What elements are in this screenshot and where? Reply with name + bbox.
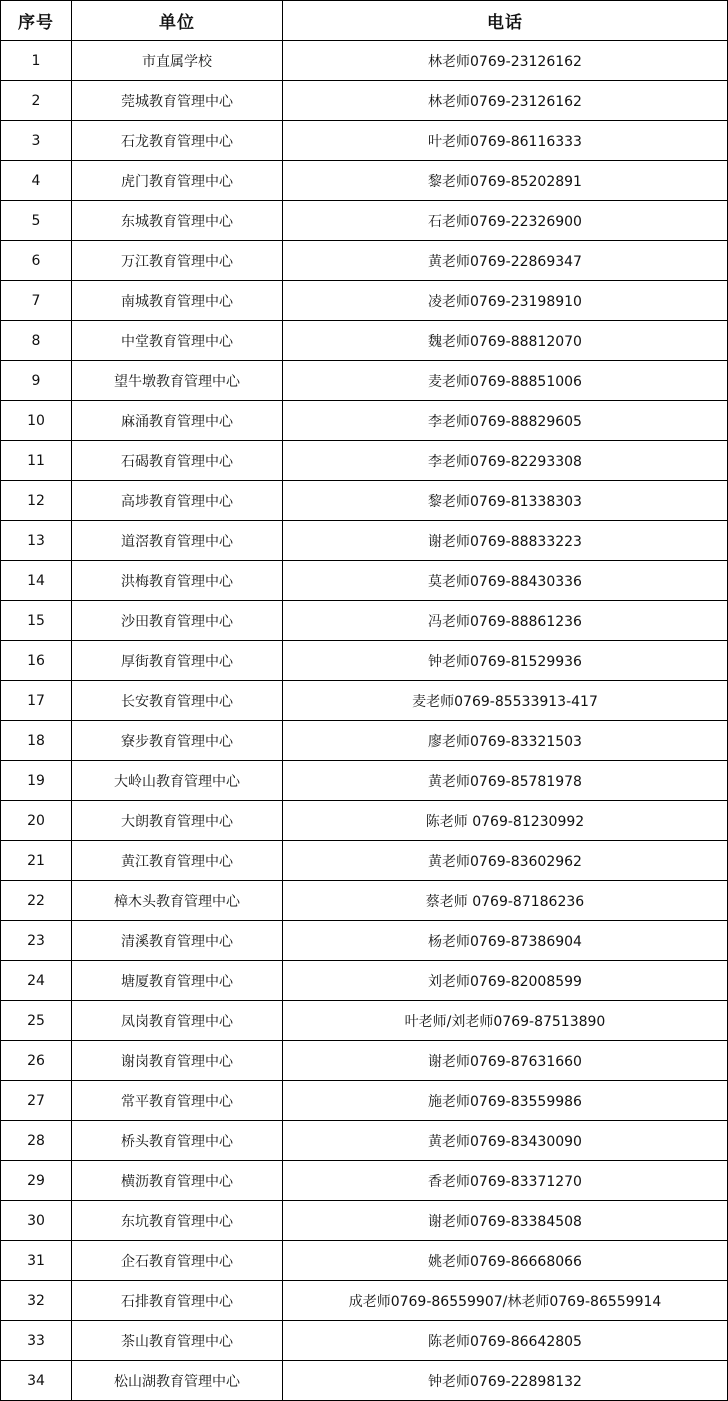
header-phone: 电话 <box>283 1 728 41</box>
table-row <box>1 481 728 521</box>
row-index-cell: 23 <box>1 921 72 961</box>
row-unit-cell: 企石教育管理中心 <box>72 1241 283 1281</box>
table-row <box>1 201 728 241</box>
row-phone-cell: 李老师0769-88829605 <box>283 401 728 441</box>
table-row <box>1 801 728 841</box>
row-phone-cell: 廖老师0769-83321503 <box>283 721 728 761</box>
row-index-cell: 30 <box>1 1201 72 1241</box>
row-unit-cell: 石龙教育管理中心 <box>72 121 283 161</box>
row-unit-cell: 塘厦教育管理中心 <box>72 961 283 1001</box>
row-phone-cell: 香老师0769-83371270 <box>283 1161 728 1201</box>
row-index-cell: 16 <box>1 641 72 681</box>
table-row <box>1 241 728 281</box>
row-index-cell: 4 <box>1 161 72 201</box>
row-phone-cell: 麦老师0769-88851006 <box>283 361 728 401</box>
row-unit-cell: 东坑教育管理中心 <box>72 1201 283 1241</box>
row-unit-cell: 洪梅教育管理中心 <box>72 561 283 601</box>
row-index-cell: 22 <box>1 881 72 921</box>
row-phone-cell: 麦老师0769-85533913-417 <box>283 681 728 721</box>
row-unit-cell: 凤岗教育管理中心 <box>72 1001 283 1041</box>
table-row <box>1 321 728 361</box>
table-row <box>1 1241 728 1281</box>
table-row <box>1 81 728 121</box>
table-row <box>1 1361 728 1401</box>
row-phone-cell: 叶老师/刘老师0769-87513890 <box>283 1001 728 1041</box>
row-phone-cell: 莫老师0769-88430336 <box>283 561 728 601</box>
row-index-cell: 32 <box>1 1281 72 1321</box>
row-index-cell: 17 <box>1 681 72 721</box>
row-index-cell: 10 <box>1 401 72 441</box>
table-row <box>1 601 728 641</box>
row-phone-cell: 黄老师0769-83602962 <box>283 841 728 881</box>
row-index-cell: 1 <box>1 41 72 81</box>
row-index-cell: 13 <box>1 521 72 561</box>
row-index-cell: 24 <box>1 961 72 1001</box>
row-unit-cell: 莞城教育管理中心 <box>72 81 283 121</box>
row-unit-cell: 大朗教育管理中心 <box>72 801 283 841</box>
row-phone-cell: 谢老师0769-83384508 <box>283 1201 728 1241</box>
table-row <box>1 681 728 721</box>
table-row <box>1 641 728 681</box>
table-row <box>1 1041 728 1081</box>
table-row <box>1 1281 728 1321</box>
row-phone-cell: 谢老师0769-88833223 <box>283 521 728 561</box>
row-index-cell: 14 <box>1 561 72 601</box>
row-unit-cell: 茶山教育管理中心 <box>72 1321 283 1361</box>
row-index-cell: 5 <box>1 201 72 241</box>
table-body <box>1 41 728 1401</box>
row-index-cell: 3 <box>1 121 72 161</box>
row-phone-cell: 黎老师0769-85202891 <box>283 161 728 201</box>
row-index-cell: 20 <box>1 801 72 841</box>
row-index-cell: 8 <box>1 321 72 361</box>
row-phone-cell: 林老师0769-23126162 <box>283 81 728 121</box>
row-unit-cell: 黄江教育管理中心 <box>72 841 283 881</box>
row-phone-cell: 陈老师 0769-81230992 <box>283 801 728 841</box>
row-index-cell: 15 <box>1 601 72 641</box>
row-phone-cell: 刘老师0769-82008599 <box>283 961 728 1001</box>
row-index-cell: 34 <box>1 1361 72 1401</box>
row-phone-cell: 林老师0769-23126162 <box>283 41 728 81</box>
table-row <box>1 1201 728 1241</box>
row-phone-cell: 黄老师0769-22869347 <box>283 241 728 281</box>
table-row <box>1 521 728 561</box>
table-row <box>1 121 728 161</box>
row-phone-cell: 姚老师0769-86668066 <box>283 1241 728 1281</box>
row-index-cell: 7 <box>1 281 72 321</box>
row-unit-cell: 麻涌教育管理中心 <box>72 401 283 441</box>
row-phone-cell: 李老师0769-82293308 <box>283 441 728 481</box>
row-phone-cell: 黄老师0769-83430090 <box>283 1121 728 1161</box>
table-row <box>1 41 728 81</box>
row-unit-cell: 石排教育管理中心 <box>72 1281 283 1321</box>
row-index-cell: 29 <box>1 1161 72 1201</box>
row-unit-cell: 南城教育管理中心 <box>72 281 283 321</box>
row-unit-cell: 寮步教育管理中心 <box>72 721 283 761</box>
table-row <box>1 361 728 401</box>
row-unit-cell: 樟木头教育管理中心 <box>72 881 283 921</box>
row-phone-cell: 施老师0769-83559986 <box>283 1081 728 1121</box>
table-row <box>1 721 728 761</box>
table-row <box>1 761 728 801</box>
table-row <box>1 921 728 961</box>
row-unit-cell: 松山湖教育管理中心 <box>72 1361 283 1401</box>
row-unit-cell: 常平教育管理中心 <box>72 1081 283 1121</box>
row-unit-cell: 中堂教育管理中心 <box>72 321 283 361</box>
table-row <box>1 161 728 201</box>
row-unit-cell: 石碣教育管理中心 <box>72 441 283 481</box>
table-row <box>1 1081 728 1121</box>
table-row <box>1 441 728 481</box>
row-index-cell: 6 <box>1 241 72 281</box>
row-index-cell: 18 <box>1 721 72 761</box>
table-row <box>1 881 728 921</box>
table-row <box>1 961 728 1001</box>
row-unit-cell: 厚街教育管理中心 <box>72 641 283 681</box>
row-index-cell: 27 <box>1 1081 72 1121</box>
row-phone-cell: 黄老师0769-85781978 <box>283 761 728 801</box>
row-index-cell: 33 <box>1 1321 72 1361</box>
row-phone-cell: 陈老师0769-86642805 <box>283 1321 728 1361</box>
header-index: 序号 <box>1 1 72 41</box>
row-unit-cell: 道滘教育管理中心 <box>72 521 283 561</box>
row-phone-cell: 蔡老师 0769-87186236 <box>283 881 728 921</box>
row-phone-cell: 钟老师0769-81529936 <box>283 641 728 681</box>
row-unit-cell: 大岭山教育管理中心 <box>72 761 283 801</box>
row-index-cell: 26 <box>1 1041 72 1081</box>
row-phone-cell: 魏老师0769-88812070 <box>283 321 728 361</box>
row-phone-cell: 黎老师0769-81338303 <box>283 481 728 521</box>
row-unit-cell: 东城教育管理中心 <box>72 201 283 241</box>
row-index-cell: 9 <box>1 361 72 401</box>
row-index-cell: 12 <box>1 481 72 521</box>
row-phone-cell: 谢老师0769-87631660 <box>283 1041 728 1081</box>
row-index-cell: 28 <box>1 1121 72 1161</box>
table-row <box>1 281 728 321</box>
table-row <box>1 841 728 881</box>
row-phone-cell: 钟老师0769-22898132 <box>283 1361 728 1401</box>
row-phone-cell: 凌老师0769-23198910 <box>283 281 728 321</box>
row-unit-cell: 长安教育管理中心 <box>72 681 283 721</box>
table-header-row <box>1 1 728 41</box>
row-phone-cell: 叶老师0769-86116333 <box>283 121 728 161</box>
header-unit: 单位 <box>72 1 283 41</box>
row-index-cell: 2 <box>1 81 72 121</box>
table-row <box>1 401 728 441</box>
row-unit-cell: 桥头教育管理中心 <box>72 1121 283 1161</box>
table-row <box>1 1321 728 1361</box>
row-unit-cell: 谢岗教育管理中心 <box>72 1041 283 1081</box>
row-unit-cell: 高埗教育管理中心 <box>72 481 283 521</box>
row-index-cell: 25 <box>1 1001 72 1041</box>
table-row <box>1 561 728 601</box>
table-row <box>1 1121 728 1161</box>
row-phone-cell: 杨老师0769-87386904 <box>283 921 728 961</box>
row-index-cell: 21 <box>1 841 72 881</box>
row-phone-cell: 成老师0769-86559907/林老师0769-86559914 <box>283 1281 728 1321</box>
row-unit-cell: 万江教育管理中心 <box>72 241 283 281</box>
row-unit-cell: 横沥教育管理中心 <box>72 1161 283 1201</box>
row-unit-cell: 虎门教育管理中心 <box>72 161 283 201</box>
row-unit-cell: 沙田教育管理中心 <box>72 601 283 641</box>
row-phone-cell: 石老师0769-22326900 <box>283 201 728 241</box>
row-phone-cell: 冯老师0769-88861236 <box>283 601 728 641</box>
table-row <box>1 1161 728 1201</box>
row-unit-cell: 望牛墩教育管理中心 <box>72 361 283 401</box>
table-row <box>1 1001 728 1041</box>
row-unit-cell: 清溪教育管理中心 <box>72 921 283 961</box>
row-index-cell: 19 <box>1 761 72 801</box>
row-index-cell: 11 <box>1 441 72 481</box>
row-index-cell: 31 <box>1 1241 72 1281</box>
row-unit-cell: 市直属学校 <box>72 41 283 81</box>
